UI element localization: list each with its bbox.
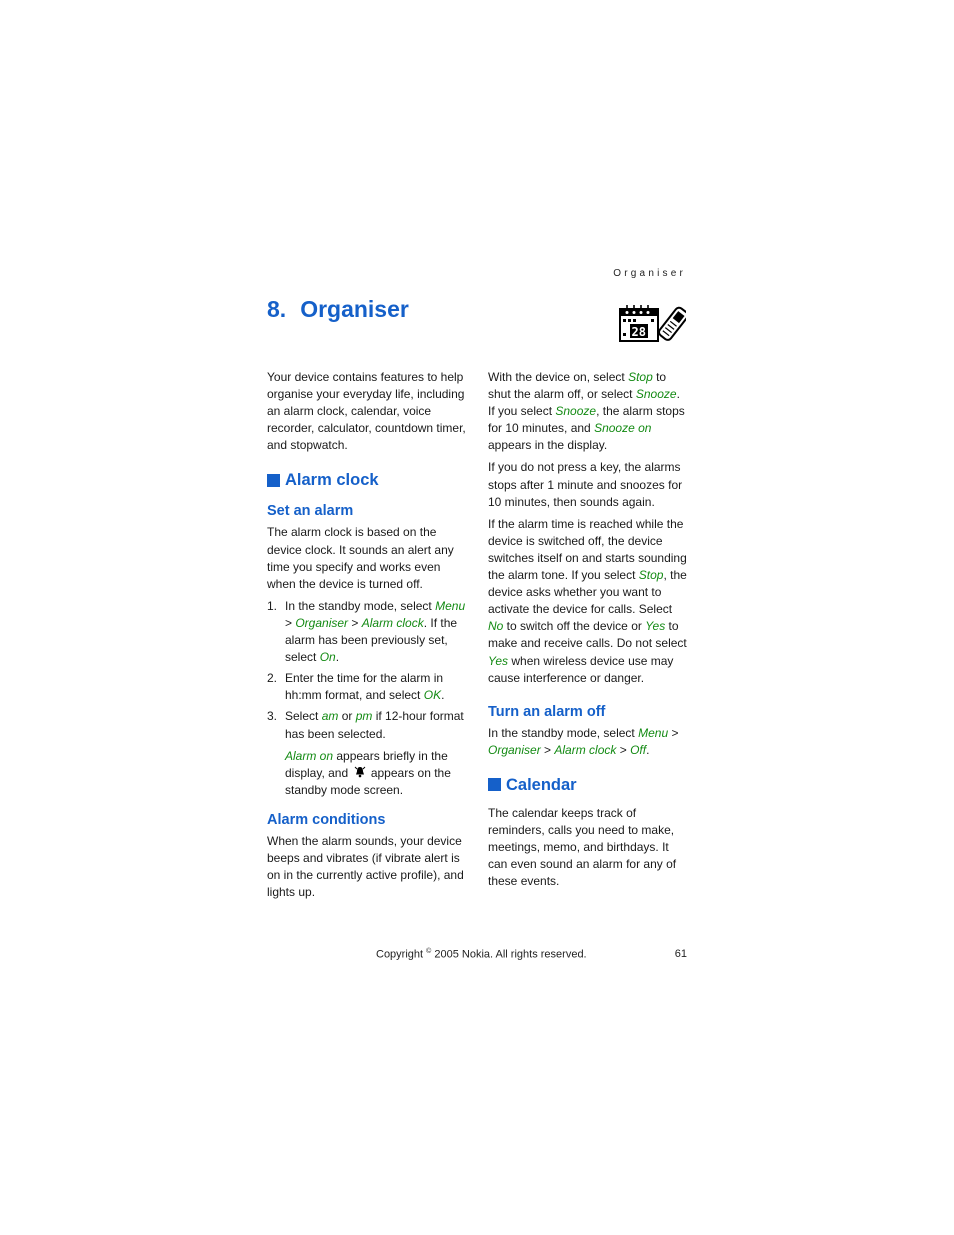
copyright-text: 2005 Nokia. All rights reserved. bbox=[431, 948, 587, 961]
alarm-clock-heading bbox=[267, 470, 467, 490]
note-text: appears briefly in the display, and bbox=[285, 748, 448, 780]
separator: > bbox=[616, 742, 631, 757]
on-term: On bbox=[319, 650, 336, 665]
paragraph-text: . If you select bbox=[488, 387, 680, 419]
paragraph-text: If the alarm time is reached while the device is switched off, the device switches itself on and starts sounding the alarm tone. If you select bbox=[488, 516, 687, 583]
separator: > bbox=[348, 615, 362, 630]
set-an-alarm-paragraph: The alarm clock is based on the device clock. It sounds an alert any time you specify and works even when the device is turned off. bbox=[267, 525, 454, 591]
separator: > bbox=[285, 615, 296, 630]
turn-alarm-off-heading: Turn an alarm off bbox=[488, 703, 606, 720]
paragraph-text: With the device on, select bbox=[488, 370, 629, 384]
step-2 bbox=[267, 670, 467, 704]
note-text: appears on the standby mode screen. bbox=[285, 765, 451, 797]
svg-text:28: 28 bbox=[631, 325, 646, 339]
right-column bbox=[488, 369, 688, 895]
chapter-title-text: Organiser bbox=[300, 296, 409, 322]
ok-term: OK bbox=[423, 688, 442, 703]
paragraph-text: to make and receive calls. Do not select bbox=[488, 619, 687, 651]
copyright-notice bbox=[376, 948, 587, 961]
step-text: if 12-hour format has been selected. bbox=[285, 709, 464, 741]
snooze-term: Snooze bbox=[635, 387, 677, 402]
snooze-term: Snooze bbox=[555, 404, 597, 419]
set-alarm-steps bbox=[267, 598, 467, 743]
calendar-heading bbox=[488, 775, 688, 795]
alarm-on-term: Alarm on bbox=[285, 748, 334, 763]
organiser-term: Organiser bbox=[295, 615, 349, 630]
running-header: Organiser bbox=[613, 268, 686, 279]
menu-term: Menu bbox=[638, 725, 669, 740]
paragraph-text: In the standby mode, select bbox=[488, 725, 639, 740]
step-text: In the standby mode, select bbox=[285, 598, 436, 613]
off-term: Off bbox=[630, 742, 647, 757]
auto-snooze-paragraph: If you do not press a key, the alarms stops after 1 minute and snoozes for 10 minutes, then sounds again. bbox=[488, 460, 683, 509]
yes-term: Yes bbox=[645, 619, 666, 634]
paragraph-text: , the alarm stops for 10 minutes, and bbox=[488, 404, 685, 436]
step-1 bbox=[267, 598, 467, 666]
snooze-paragraph bbox=[488, 369, 688, 454]
paragraph-text: , the device asks whether you want to activate the device for calls. Select bbox=[488, 568, 687, 617]
alarm-clock-heading-text: Alarm clock bbox=[285, 471, 379, 490]
chapter-number: 8. bbox=[267, 296, 287, 322]
step-number: 2. bbox=[267, 671, 278, 686]
paragraph-text: appears in the display. bbox=[488, 438, 608, 453]
page-number: 61 bbox=[674, 948, 687, 960]
copyright-symbol: © bbox=[426, 948, 432, 955]
snooze-on-term: Snooze on bbox=[594, 421, 652, 436]
separator: > bbox=[540, 742, 555, 757]
paragraph-end: . bbox=[646, 742, 650, 757]
step-end: . bbox=[441, 688, 445, 703]
no-term: No bbox=[488, 619, 504, 634]
alarm-conditions-paragraph: When the alarm sounds, your device beeps and vibrates (if vibrate alert is on in the currently active profile), and lights up. bbox=[267, 833, 464, 900]
alarm-on-note bbox=[267, 748, 467, 799]
step-number: 3. bbox=[267, 709, 278, 724]
alarm-clock-term: Alarm clock bbox=[554, 742, 617, 757]
step-text: or bbox=[338, 709, 356, 724]
stop-term: Stop bbox=[628, 370, 653, 384]
left-column bbox=[267, 369, 467, 906]
set-an-alarm-heading: Set an alarm bbox=[267, 503, 354, 520]
step-number: 1. bbox=[267, 598, 278, 613]
am-term: am bbox=[321, 709, 339, 724]
yes-term: Yes bbox=[488, 653, 509, 668]
paragraph-text: to switch off the device or bbox=[503, 619, 646, 634]
intro-paragraph: Your device contains features to help organise your everyday life, including an alarm clock, calendar, voice recorder, calculator, countdown timer, and stopwatch. bbox=[267, 370, 466, 453]
separator: > bbox=[668, 725, 679, 740]
chapter-title bbox=[267, 296, 409, 323]
step-text: . If the alarm has been previously set, select bbox=[285, 615, 458, 665]
device-off-paragraph bbox=[488, 516, 688, 687]
copyright-text: Copyright bbox=[376, 948, 427, 961]
paragraph-text: to shut the alarm off, or select bbox=[488, 370, 667, 402]
step-text: Enter the time for the alarm in hh:mm format, and select bbox=[285, 671, 444, 703]
alarm-clock-term: Alarm clock bbox=[361, 615, 424, 630]
alarm-conditions-heading: Alarm conditions bbox=[267, 811, 386, 828]
stop-term: Stop bbox=[638, 568, 664, 583]
alarm-bell-icon bbox=[354, 766, 366, 778]
menu-term: Menu bbox=[435, 598, 466, 613]
organiser-term: Organiser bbox=[488, 742, 541, 757]
calendar-paragraph: The calendar keeps track of reminders, calls you need to make, meetings, memo, and birthdays. It can even sound an alarm for any of these events. bbox=[488, 805, 677, 889]
calendar-heading-text: Calendar bbox=[506, 775, 577, 794]
paragraph-text: when wireless device use may cause interference or danger. bbox=[488, 653, 674, 685]
step-end: . bbox=[335, 650, 340, 665]
turn-alarm-off-paragraph bbox=[488, 725, 688, 759]
section-square-icon bbox=[267, 474, 280, 487]
step-3 bbox=[267, 708, 467, 742]
calendar-phone-icon bbox=[618, 303, 686, 345]
pm-term: pm bbox=[355, 709, 373, 724]
section-square-icon bbox=[488, 778, 501, 791]
step-text: Select bbox=[285, 709, 322, 724]
